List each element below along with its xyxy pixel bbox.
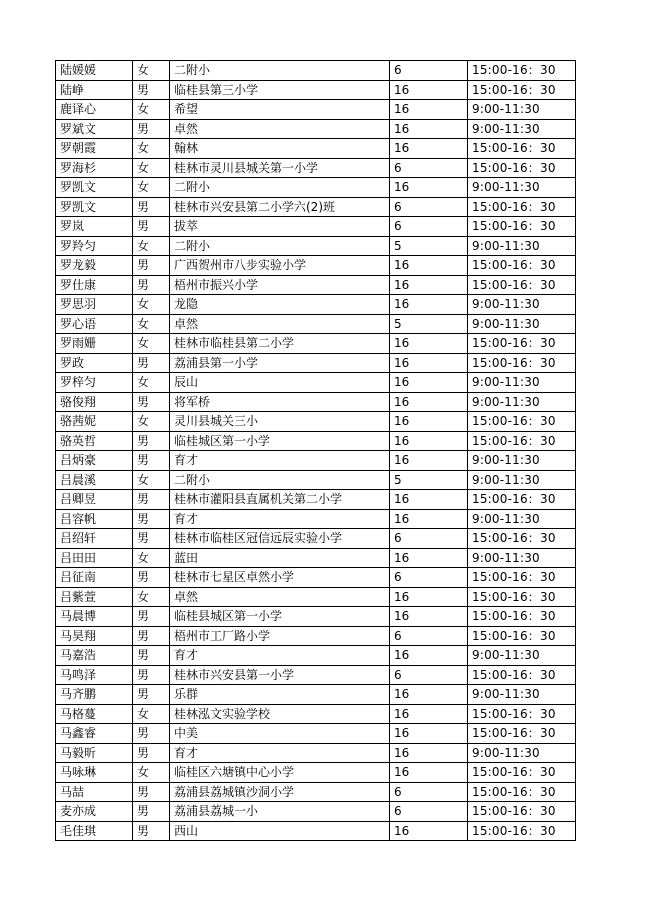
school-cell: 卓然 xyxy=(170,314,390,334)
table-row xyxy=(56,158,576,178)
time-slot-cell: 15:00-16：30 xyxy=(468,607,576,627)
time-slot-cell: 15:00-16：30 xyxy=(468,256,576,276)
school-cell: 临桂县城区第一小学 xyxy=(170,607,390,627)
gender-cell: 男 xyxy=(133,197,170,217)
student-name-cell: 罗思羽 xyxy=(56,295,133,315)
student-name-cell: 马嘉浩 xyxy=(56,646,133,666)
table-row xyxy=(56,782,576,802)
table-row xyxy=(56,704,576,724)
table-row xyxy=(56,217,576,237)
student-name-cell: 马昊翔 xyxy=(56,626,133,646)
time-slot-cell: 15:00-16：30 xyxy=(468,431,576,451)
count-cell: 6 xyxy=(390,217,468,237)
table-row xyxy=(56,743,576,763)
table-row xyxy=(56,470,576,490)
count-cell: 16 xyxy=(390,509,468,529)
count-cell: 16 xyxy=(390,295,468,315)
student-name-cell: 骆俊翔 xyxy=(56,392,133,412)
gender-cell: 男 xyxy=(133,665,170,685)
student-name-cell: 罗羚匀 xyxy=(56,236,133,256)
gender-cell: 男 xyxy=(133,490,170,510)
school-cell: 二附小 xyxy=(170,470,390,490)
count-cell: 16 xyxy=(390,256,468,276)
time-slot-cell: 15:00-16：30 xyxy=(468,665,576,685)
count-cell: 6 xyxy=(390,529,468,549)
gender-cell: 女 xyxy=(133,587,170,607)
gender-cell: 女 xyxy=(133,412,170,432)
count-cell: 16 xyxy=(390,373,468,393)
gender-cell: 男 xyxy=(133,646,170,666)
student-name-cell: 吕田田 xyxy=(56,548,133,568)
time-slot-cell: 9:00-11:30 xyxy=(468,548,576,568)
school-cell: 二附小 xyxy=(170,236,390,256)
table-row xyxy=(56,587,576,607)
table-row xyxy=(56,236,576,256)
school-cell: 希望 xyxy=(170,100,390,120)
time-slot-cell: 15:00-16：30 xyxy=(468,275,576,295)
table-row xyxy=(56,607,576,627)
count-cell: 16 xyxy=(390,743,468,763)
gender-cell: 男 xyxy=(133,217,170,237)
count-cell: 16 xyxy=(390,100,468,120)
count-cell: 6 xyxy=(390,568,468,588)
time-slot-cell: 15:00-16：30 xyxy=(468,61,576,81)
count-cell: 6 xyxy=(390,61,468,81)
time-slot-cell: 15:00-16：30 xyxy=(468,587,576,607)
gender-cell: 女 xyxy=(133,295,170,315)
table-row xyxy=(56,509,576,529)
school-cell: 育才 xyxy=(170,451,390,471)
time-slot-cell: 9:00-11:30 xyxy=(468,295,576,315)
count-cell: 16 xyxy=(390,821,468,841)
time-slot-cell: 9:00-11:30 xyxy=(468,119,576,139)
count-cell: 6 xyxy=(390,665,468,685)
student-name-cell: 吕绍轩 xyxy=(56,529,133,549)
time-slot-cell: 9:00-11:30 xyxy=(468,373,576,393)
table-row xyxy=(56,665,576,685)
table-row xyxy=(56,431,576,451)
table-row xyxy=(56,178,576,198)
count-cell: 5 xyxy=(390,470,468,490)
student-name-cell: 马格蔓 xyxy=(56,704,133,724)
school-cell: 临桂区六塘镇中心小学 xyxy=(170,763,390,783)
count-cell: 16 xyxy=(390,412,468,432)
school-cell: 卓然 xyxy=(170,587,390,607)
count-cell: 5 xyxy=(390,314,468,334)
gender-cell: 女 xyxy=(133,763,170,783)
table-row xyxy=(56,626,576,646)
table-row xyxy=(56,119,576,139)
time-slot-cell: 15:00-16：30 xyxy=(468,782,576,802)
gender-cell: 男 xyxy=(133,685,170,705)
time-slot-cell: 15:00-16：30 xyxy=(468,626,576,646)
student-name-cell: 罗龙毅 xyxy=(56,256,133,276)
school-cell: 临桂城区第一小学 xyxy=(170,431,390,451)
school-cell: 桂林市兴安县第二小学六(2)班 xyxy=(170,197,390,217)
school-cell: 辰山 xyxy=(170,373,390,393)
count-cell: 16 xyxy=(390,334,468,354)
table-row xyxy=(56,724,576,744)
gender-cell: 男 xyxy=(133,431,170,451)
gender-cell: 女 xyxy=(133,61,170,81)
time-slot-cell: 9:00-11:30 xyxy=(468,451,576,471)
school-cell: 卓然 xyxy=(170,119,390,139)
table-row xyxy=(56,763,576,783)
student-name-cell: 吕炳豪 xyxy=(56,451,133,471)
student-name-cell: 吕紫萱 xyxy=(56,587,133,607)
table-row xyxy=(56,100,576,120)
gender-cell: 男 xyxy=(133,256,170,276)
time-slot-cell: 9:00-11:30 xyxy=(468,392,576,412)
count-cell: 16 xyxy=(390,763,468,783)
school-cell: 龙隐 xyxy=(170,295,390,315)
student-name-cell: 陆媛媛 xyxy=(56,61,133,81)
time-slot-cell: 15:00-16：30 xyxy=(468,353,576,373)
time-slot-cell: 9:00-11:30 xyxy=(468,470,576,490)
student-name-cell: 罗斌文 xyxy=(56,119,133,139)
gender-cell: 女 xyxy=(133,100,170,120)
table-row xyxy=(56,821,576,841)
gender-cell: 男 xyxy=(133,509,170,529)
time-slot-cell: 9:00-11:30 xyxy=(468,509,576,529)
gender-cell: 女 xyxy=(133,314,170,334)
table-row xyxy=(56,392,576,412)
school-cell: 拔萃 xyxy=(170,217,390,237)
time-slot-cell: 9:00-11:30 xyxy=(468,178,576,198)
school-cell: 西山 xyxy=(170,821,390,841)
count-cell: 6 xyxy=(390,197,468,217)
count-cell: 16 xyxy=(390,548,468,568)
student-name-cell: 罗仕康 xyxy=(56,275,133,295)
student-name-cell: 马齐鹏 xyxy=(56,685,133,705)
gender-cell: 男 xyxy=(133,802,170,822)
school-cell: 临桂县第三小学 xyxy=(170,80,390,100)
student-name-cell: 罗岚 xyxy=(56,217,133,237)
table-row xyxy=(56,61,576,81)
school-cell: 二附小 xyxy=(170,61,390,81)
gender-cell: 女 xyxy=(133,178,170,198)
student-name-cell: 吕卿昱 xyxy=(56,490,133,510)
gender-cell: 男 xyxy=(133,568,170,588)
school-cell: 灵川县城关三小 xyxy=(170,412,390,432)
count-cell: 16 xyxy=(390,587,468,607)
student-name-cell: 罗梓匀 xyxy=(56,373,133,393)
time-slot-cell: 15:00-16：30 xyxy=(468,568,576,588)
table-row xyxy=(56,802,576,822)
time-slot-cell: 15:00-16：30 xyxy=(468,490,576,510)
time-slot-cell: 15:00-16：30 xyxy=(468,158,576,178)
gender-cell: 男 xyxy=(133,119,170,139)
gender-cell: 女 xyxy=(133,334,170,354)
count-cell: 6 xyxy=(390,782,468,802)
time-slot-cell: 15:00-16：30 xyxy=(468,802,576,822)
gender-cell: 男 xyxy=(133,392,170,412)
school-cell: 桂林市兴安县第一小学 xyxy=(170,665,390,685)
school-cell: 蓝田 xyxy=(170,548,390,568)
count-cell: 16 xyxy=(390,490,468,510)
gender-cell: 女 xyxy=(133,373,170,393)
count-cell: 16 xyxy=(390,353,468,373)
gender-cell: 男 xyxy=(133,821,170,841)
table-row xyxy=(56,490,576,510)
count-cell: 6 xyxy=(390,158,468,178)
school-cell: 乐群 xyxy=(170,685,390,705)
table-row xyxy=(56,80,576,100)
table-row xyxy=(56,451,576,471)
table-row xyxy=(56,412,576,432)
gender-cell: 男 xyxy=(133,743,170,763)
time-slot-cell: 9:00-11:30 xyxy=(468,646,576,666)
count-cell: 16 xyxy=(390,724,468,744)
time-slot-cell: 15:00-16：30 xyxy=(468,197,576,217)
student-name-cell: 罗海杉 xyxy=(56,158,133,178)
student-name-cell: 骆茜妮 xyxy=(56,412,133,432)
table-row xyxy=(56,548,576,568)
count-cell: 16 xyxy=(390,704,468,724)
student-name-cell: 马鸣泽 xyxy=(56,665,133,685)
table-row xyxy=(56,334,576,354)
gender-cell: 男 xyxy=(133,724,170,744)
count-cell: 16 xyxy=(390,139,468,159)
gender-cell: 男 xyxy=(133,353,170,373)
gender-cell: 男 xyxy=(133,80,170,100)
student-name-cell: 骆英哲 xyxy=(56,431,133,451)
gender-cell: 女 xyxy=(133,139,170,159)
student-name-cell: 罗凯文 xyxy=(56,178,133,198)
table-row xyxy=(56,353,576,373)
student-name-cell: 马喆 xyxy=(56,782,133,802)
count-cell: 16 xyxy=(390,607,468,627)
count-cell: 16 xyxy=(390,646,468,666)
student-name-cell: 吕容帆 xyxy=(56,509,133,529)
table-row xyxy=(56,568,576,588)
time-slot-cell: 15:00-16：30 xyxy=(468,217,576,237)
time-slot-cell: 15:00-16：30 xyxy=(468,821,576,841)
school-cell: 桂林市临桂区冠信远辰实验小学 xyxy=(170,529,390,549)
gender-cell: 女 xyxy=(133,470,170,490)
school-cell: 桂林市临桂县第二小学 xyxy=(170,334,390,354)
school-cell: 广西贺州市八步实验小学 xyxy=(170,256,390,276)
roster-sheet xyxy=(55,60,576,841)
table-row xyxy=(56,529,576,549)
school-cell: 梧州市振兴小学 xyxy=(170,275,390,295)
student-name-cell: 罗凯文 xyxy=(56,197,133,217)
table-row xyxy=(56,373,576,393)
count-cell: 16 xyxy=(390,685,468,705)
student-name-cell: 罗朝霞 xyxy=(56,139,133,159)
school-cell: 桂林市灌阳县直属机关第二小学 xyxy=(170,490,390,510)
student-name-cell: 马咏琳 xyxy=(56,763,133,783)
time-slot-cell: 15:00-16：30 xyxy=(468,763,576,783)
school-cell: 育才 xyxy=(170,646,390,666)
school-cell: 育才 xyxy=(170,743,390,763)
time-slot-cell: 15:00-16：30 xyxy=(468,704,576,724)
time-slot-cell: 15:00-16：30 xyxy=(468,334,576,354)
count-cell: 16 xyxy=(390,451,468,471)
student-name-cell: 罗心语 xyxy=(56,314,133,334)
time-slot-cell: 15:00-16：30 xyxy=(468,80,576,100)
table-row xyxy=(56,646,576,666)
count-cell: 6 xyxy=(390,626,468,646)
gender-cell: 男 xyxy=(133,607,170,627)
student-name-cell: 麦亦成 xyxy=(56,802,133,822)
count-cell: 16 xyxy=(390,178,468,198)
gender-cell: 男 xyxy=(133,782,170,802)
time-slot-cell: 15:00-16：30 xyxy=(468,412,576,432)
time-slot-cell: 9:00-11:30 xyxy=(468,743,576,763)
gender-cell: 女 xyxy=(133,158,170,178)
school-cell: 荔浦县荔城一小 xyxy=(170,802,390,822)
school-cell: 将军桥 xyxy=(170,392,390,412)
gender-cell: 男 xyxy=(133,451,170,471)
school-cell: 梧州市工厂路小学 xyxy=(170,626,390,646)
gender-cell: 女 xyxy=(133,236,170,256)
count-cell: 16 xyxy=(390,119,468,139)
time-slot-cell: 15:00-16：30 xyxy=(468,139,576,159)
time-slot-cell: 15:00-16：30 xyxy=(468,529,576,549)
count-cell: 16 xyxy=(390,80,468,100)
table-row xyxy=(56,295,576,315)
table-row xyxy=(56,685,576,705)
student-name-cell: 罗政 xyxy=(56,353,133,373)
count-cell: 16 xyxy=(390,392,468,412)
school-cell: 桂林泓文实验学校 xyxy=(170,704,390,724)
school-cell: 桂林市灵川县城关第一小学 xyxy=(170,158,390,178)
student-name-cell: 吕征南 xyxy=(56,568,133,588)
school-cell: 育才 xyxy=(170,509,390,529)
gender-cell: 男 xyxy=(133,275,170,295)
table-row xyxy=(56,314,576,334)
student-name-cell: 马鑫睿 xyxy=(56,724,133,744)
student-name-cell: 陆峥 xyxy=(56,80,133,100)
gender-cell: 女 xyxy=(133,548,170,568)
table-row xyxy=(56,139,576,159)
student-name-cell: 毛佳琪 xyxy=(56,821,133,841)
school-cell: 桂林市七星区卓然小学 xyxy=(170,568,390,588)
student-name-cell: 鹿译心 xyxy=(56,100,133,120)
student-name-cell: 罗雨姗 xyxy=(56,334,133,354)
school-cell: 翰林 xyxy=(170,139,390,159)
student-name-cell: 吕晨溪 xyxy=(56,470,133,490)
school-cell: 中美 xyxy=(170,724,390,744)
table-row xyxy=(56,197,576,217)
gender-cell: 女 xyxy=(133,704,170,724)
table-body xyxy=(56,61,576,841)
time-slot-cell: 9:00-11:30 xyxy=(468,314,576,334)
time-slot-cell: 9:00-11:30 xyxy=(468,100,576,120)
school-cell: 二附小 xyxy=(170,178,390,198)
student-name-cell: 马晨博 xyxy=(56,607,133,627)
table-row xyxy=(56,256,576,276)
student-name-cell: 马毅昕 xyxy=(56,743,133,763)
school-cell: 荔浦县第一小学 xyxy=(170,353,390,373)
count-cell: 6 xyxy=(390,802,468,822)
time-slot-cell: 9:00-11:30 xyxy=(468,685,576,705)
time-slot-cell: 9:00-11:30 xyxy=(468,236,576,256)
count-cell: 16 xyxy=(390,275,468,295)
student-schedule-table xyxy=(55,60,576,841)
time-slot-cell: 15:00-16：30 xyxy=(468,724,576,744)
gender-cell: 男 xyxy=(133,626,170,646)
school-cell: 荔浦县荔城镇沙洞小学 xyxy=(170,782,390,802)
gender-cell: 男 xyxy=(133,529,170,549)
count-cell: 5 xyxy=(390,236,468,256)
table-row xyxy=(56,275,576,295)
count-cell: 16 xyxy=(390,431,468,451)
